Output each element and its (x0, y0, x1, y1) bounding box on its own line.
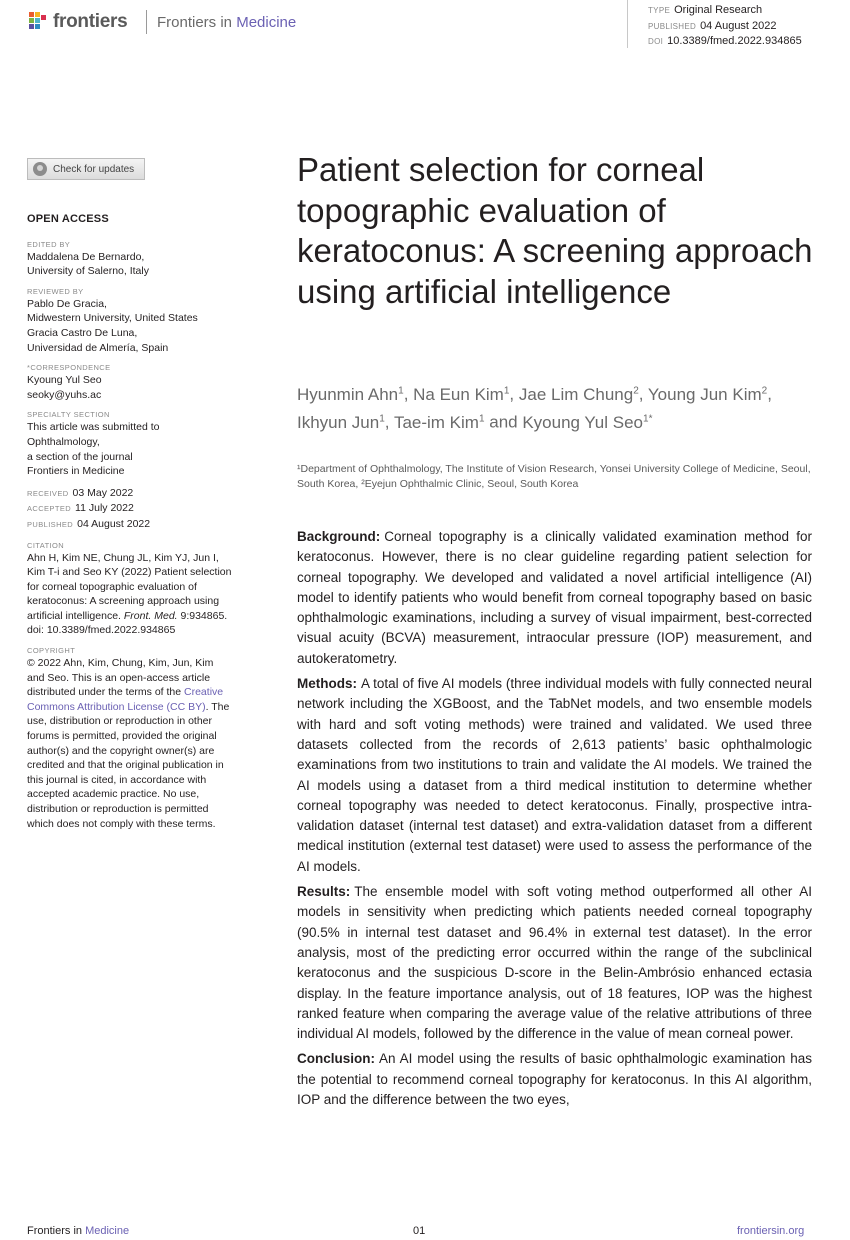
affiliations: ¹Department of Ophthalmology, The Institute of Vision Research, Yonsei University College of Medicine, Seoul, South Korea, ²Eyejun Ophthalmic Clinic, Seoul, South Korea (297, 463, 811, 490)
doi-link[interactable]: 10.3389/fmed.2022.934865 (667, 35, 802, 47)
logo-wordmark: frontiers (53, 11, 128, 32)
logo-divider (146, 10, 147, 34)
abstract (297, 527, 812, 1115)
check-for-updates-button[interactable]: Check for updates (27, 158, 145, 180)
author-2[interactable]: Na Eun Kim$^1$ (413, 384, 510, 404)
correspondence-block: *CORRESPONDENCE Kyoung Yul Seo seoky@yuhs.ac (27, 362, 232, 402)
abstract-methods: Methods: A total of five AI models (three individual models with fully connected neural network including the XGBoost, and the TabNet models, and two ensemble models with hard and soft voting methods) were trained and validated. We used three datasets collected from the records of 2,613 patients’ basic ophthalmologic examinations from two institutions to train and validate the AI models. We trained the AI models using a dataset from a third medical institution to determine whether corneal topography was needed to detect keratoconus. Finally, prospective intra-validation dataset (internal test dataset) and extra-validation dataset from a different medical institution (external test dataset) were used to assess the performance of the AI models. (297, 676, 812, 874)
edited-by-block: EDITED BY Maddalena De Bernardo, University of Salerno, Italy (27, 239, 149, 278)
correspondence-email[interactable]: seoky@yuhs.ac (27, 388, 102, 401)
footer-site-link[interactable]: frontiersin.org (737, 1225, 805, 1237)
open-access-label: OPEN ACCESS (27, 213, 109, 225)
frontiers-logo[interactable] (27, 10, 127, 34)
author-1[interactable]: Hyunmin Ahn$^1$ (297, 384, 404, 404)
footer-journal[interactable]: Frontiers in Medicine (27, 1225, 130, 1237)
dates-block: RECEIVED 03 May 2022 ACCEPTED 11 July 2022 PUBLISHED 04 August 2022 (27, 486, 151, 530)
article-meta (648, 3, 802, 50)
author-7[interactable]: Kyoung Yul Seo$^{1*}$ (522, 412, 653, 432)
journal-name[interactable]: Frontiers in Medicine (157, 14, 297, 31)
author-4[interactable]: Young Jun Kim$^2$ (647, 384, 768, 404)
page-number: 01 (413, 1225, 426, 1237)
cc-by-license-link[interactable]: Creative Commons Attribution License (CC BY) (27, 686, 224, 713)
reviewed-by-block: REVIEWED BY Pablo De Gracia, Midwestern University, United States Gracia Castro De Luna, Universidad de Almería, Spain (27, 286, 198, 354)
specialty-block: SPECIALTY SECTION This article was submitted to Ophthalmology, a section of the journal Frontiers in Medicine (27, 410, 160, 478)
frontiers-logo-icon (27, 11, 47, 33)
author-3[interactable]: Jae Lim Chung$^2$ (518, 384, 639, 404)
meta-divider (627, 0, 628, 48)
meta-doi: DOI 10.3389/fmed.2022.934865 (648, 35, 802, 47)
abstract-background: Background: Corneal topography is a clinically validated examination method for keratoconus. However, there is no clear guideline regarding patient selection for corneal topography. We developed and validated a novel artificial intelligence (AI) model to identify patients who would benefit from corneal topography based on basic ophthalmologic examinations, including a survey of visual impairment, best-corrected visual acuity (BCVA) measurement, intraocular pressure (IOP) measurement, and autokeratometry. (297, 529, 812, 666)
article-title: Patient selection for corneal topographic evaluation of keratoconus: A screening approach using artificial intelligence (297, 151, 813, 310)
article-sidebar (27, 212, 232, 838)
copyright-block: COPYRIGHT © 2022 Ahn, Kim, Chung, Kim, Jun, Kim and Seo. This is an open-access article distributed under the terms of the Creative Commons Attribution License (CC BY). The use, distribution or reproduction in other forums is permitted, provided the original author(s) and the copyright owner(s) are credited and that the original publication in this journal is cited, in accordance with accepted academic practice. No use, distribution or reproduction is permitted which does not comply with these terms. (27, 646, 230, 830)
abstract-conclusion: Conclusion: An AI model using the results of basic ophthalmologic examination has the potential to recommend corneal topography for keratoconus. In this AI algorithm, IOP and the difference between the two eyes, (297, 1051, 812, 1108)
citation-doi[interactable]: doi: 10.3389/fmed.2022.934865 (27, 624, 176, 637)
abstract-results: Results: The ensemble model with soft voting method outperformed all other AI models in sensitivity when predicting which patients needed corneal topography (90.5% in internal test dataset and 96.4% in external test dataset). In the error analysis, most of the predicting error occurred within the range of the subclinical keratoconus and the suspicious D-score in the Belin-Ambrósio enhanced ectasia display. In the feature importance analysis, out of 18 features, IOP was the highest ranked feature when comparing the average value of the relative attributions of three individual AI models, followed by the difference in the value of mean corneal power. (297, 884, 812, 1042)
author-5[interactable]: Ikhyun Jun$^1$ (297, 412, 385, 432)
meta-type: TYPE Original Research (648, 4, 763, 16)
meta-published: PUBLISHED 04 August 2022 (648, 19, 777, 32)
author-list: Hyunmin Ahn$^1$, Na Eun Kim$^1$, Jae Lim Chung$^2$, Young Jun Kim$^2$, Ikhyun Jun$^1$, Tae-im Kim$^1$ and Kyoung Yul Seo$^{1*}$ (297, 384, 772, 432)
citation-block: CITATION Ahn H, Kim NE, Chung JL, Kim YJ, Jun I, Kim T-i and Seo KY (2022) Patient selection for corneal topographic evaluation of keratoconus: A screening approach using artificial intelligence. Front. Med. 9:934865. doi: 10.3389/fmed.2022.934865 (27, 540, 232, 637)
author-6[interactable]: Tae-im Kim$^1$ (393, 412, 485, 432)
update-icon (33, 162, 47, 176)
journal-name-accent: Medicine (236, 14, 297, 31)
